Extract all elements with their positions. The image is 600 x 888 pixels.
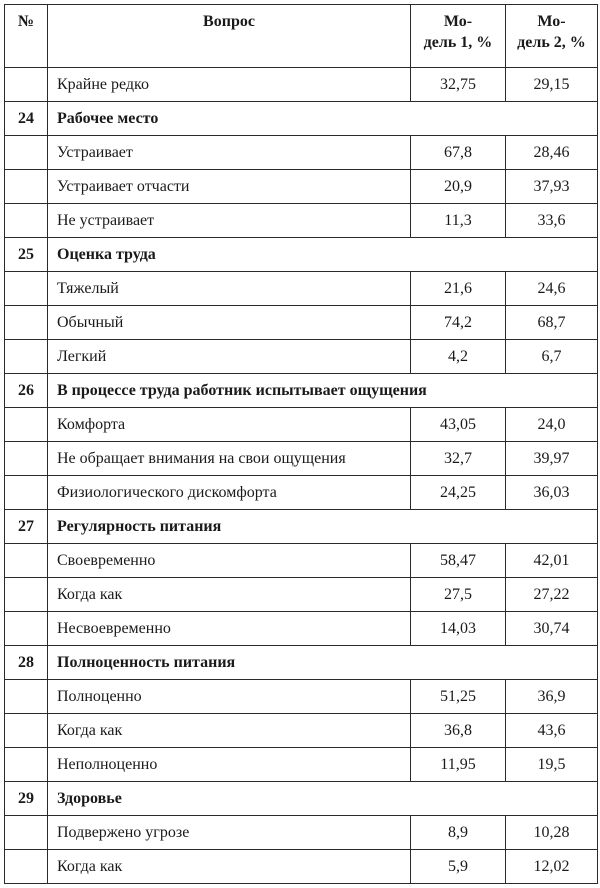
table-row [5,136,598,170]
model-1-value: 4,2 [411,340,506,374]
model-2-value: 37,93 [506,170,598,204]
model-1-value: 11,3 [411,204,506,238]
model-1-value: 51,25 [411,680,506,714]
answer-option: Несвоевременно [48,612,411,646]
model-2-value: 68,7 [506,306,598,340]
table-row [5,442,598,476]
model-1-value: 11,95 [411,748,506,782]
question-number: 27 [5,510,48,544]
table-row [5,612,598,646]
model-2-value: 10,28 [506,816,598,850]
model-2-value: 42,01 [506,544,598,578]
number-cell-empty [5,442,48,476]
survey-table [4,4,598,884]
table-row [5,476,598,510]
header-model-2-text: Мо- дель 2, % [517,13,586,51]
number-cell-empty [5,714,48,748]
header-model-1 [411,5,506,68]
answer-option: Неполноценно [48,748,411,782]
table-row [5,578,598,612]
question-title: Полноценность питания [48,646,598,680]
table-row [5,170,598,204]
table-row [5,680,598,714]
model-1-value: 20,9 [411,170,506,204]
answer-option: Полноценно [48,680,411,714]
number-cell-empty [5,340,48,374]
number-cell-empty [5,408,48,442]
table-row [5,68,598,102]
model-1-value: 32,75 [411,68,506,102]
question-number: 24 [5,102,48,136]
model-2-value: 39,97 [506,442,598,476]
header-row [5,5,598,68]
header-number: № [5,5,48,68]
number-cell-empty [5,136,48,170]
model-2-value: 29,15 [506,68,598,102]
number-cell-empty [5,544,48,578]
section-row [5,102,598,136]
answer-option: Комфорта [48,408,411,442]
question-number: 26 [5,374,48,408]
header-question: Вопрос [48,5,411,68]
number-cell-empty [5,816,48,850]
model-2-value: 12,02 [506,850,598,884]
answer-option: Физиологического дискомфорта [48,476,411,510]
section-row [5,646,598,680]
model-1-value: 14,03 [411,612,506,646]
question-title: Оценка труда [48,238,598,272]
section-row [5,510,598,544]
model-2-value: 19,5 [506,748,598,782]
model-2-value: 43,6 [506,714,598,748]
answer-option: Подвержено угрозе [48,816,411,850]
answer-option: Легкий [48,340,411,374]
model-1-value: 24,25 [411,476,506,510]
number-cell-empty [5,68,48,102]
question-title: Регулярность питания [48,510,598,544]
table-row [5,408,598,442]
table-row [5,340,598,374]
answer-option: Своевременно [48,544,411,578]
answer-option: Когда как [48,714,411,748]
table-body [5,68,598,884]
header-model-2 [506,5,598,68]
model-1-value: 32,7 [411,442,506,476]
section-row [5,782,598,816]
table-row [5,204,598,238]
model-1-value: 43,05 [411,408,506,442]
answer-option: Устраивает отчасти [48,170,411,204]
model-2-value: 28,46 [506,136,598,170]
number-cell-empty [5,680,48,714]
answer-option: Когда как [48,850,411,884]
model-2-value: 27,22 [506,578,598,612]
model-1-value: 21,6 [411,272,506,306]
answer-option: Когда как [48,578,411,612]
model-1-value: 27,5 [411,578,506,612]
model-1-value: 36,8 [411,714,506,748]
model-1-value: 67,8 [411,136,506,170]
question-number: 29 [5,782,48,816]
model-2-value: 30,74 [506,612,598,646]
model-1-value: 58,47 [411,544,506,578]
table-row [5,306,598,340]
number-cell-empty [5,306,48,340]
table-row [5,272,598,306]
answer-option: Крайне редко [48,68,411,102]
answer-option: Не устраивает [48,204,411,238]
question-number: 28 [5,646,48,680]
number-cell-empty [5,748,48,782]
table-row [5,748,598,782]
table-row [5,714,598,748]
answer-option: Обычный [48,306,411,340]
number-cell-empty [5,170,48,204]
number-cell-empty [5,204,48,238]
table-row [5,816,598,850]
section-row [5,374,598,408]
table-row [5,544,598,578]
question-title: В процессе труда работник испытывает ощущения [48,374,598,408]
model-2-value: 6,7 [506,340,598,374]
model-2-value: 24,0 [506,408,598,442]
model-2-value: 36,9 [506,680,598,714]
model-2-value: 33,6 [506,204,598,238]
number-cell-empty [5,578,48,612]
table-row [5,850,598,884]
header-model-1-text: Мо- дель 1, % [423,13,493,51]
model-1-value: 8,9 [411,816,506,850]
model-1-value: 74,2 [411,306,506,340]
number-cell-empty [5,850,48,884]
model-2-value: 24,6 [506,272,598,306]
question-number: 25 [5,238,48,272]
number-cell-empty [5,272,48,306]
answer-option: Тяжелый [48,272,411,306]
model-2-value: 36,03 [506,476,598,510]
answer-option: Устраивает [48,136,411,170]
section-row [5,238,598,272]
question-title: Здоровье [48,782,598,816]
model-1-value: 5,9 [411,850,506,884]
answer-option: Не обращает внимания на свои ощущения [48,442,411,476]
question-title: Рабочее место [48,102,598,136]
number-cell-empty [5,476,48,510]
number-cell-empty [5,612,48,646]
